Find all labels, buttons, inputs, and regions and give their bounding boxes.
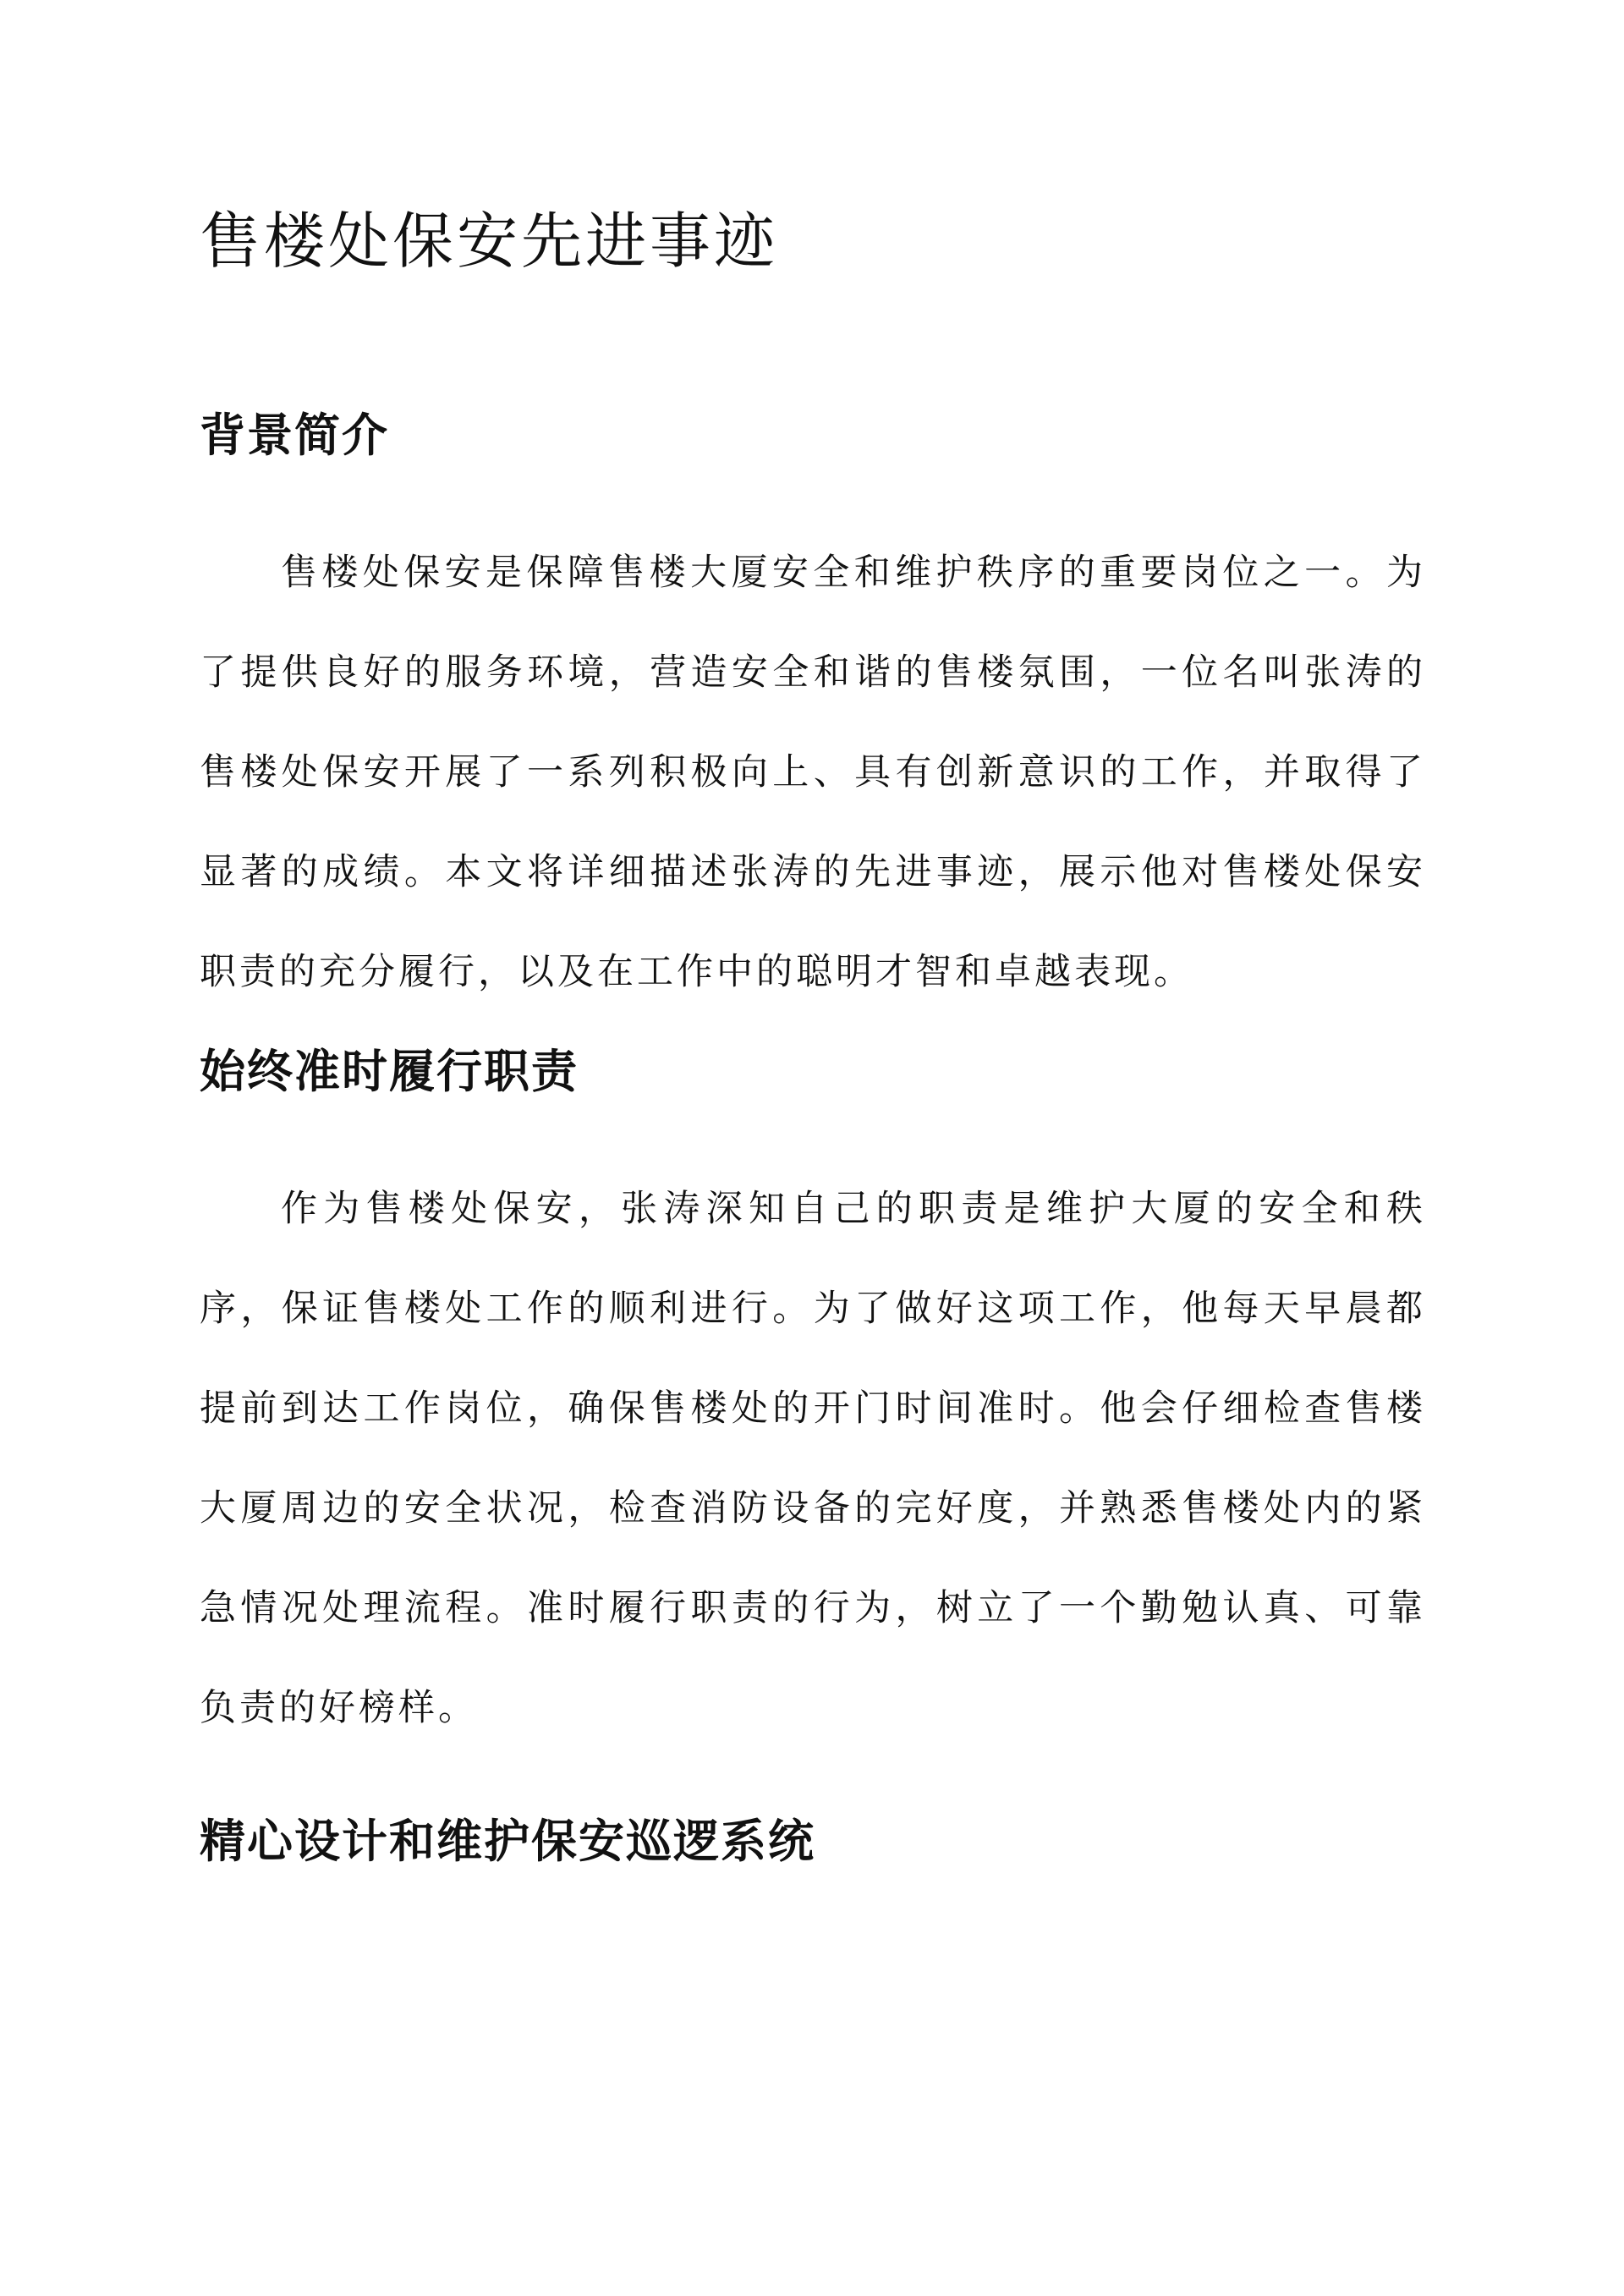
section-paragraph: 售楼处保安是保障售楼大厦安全和维护秩序的重要岗位之一。为了提供良好的服务环境，营造安全和谐的售楼氛围，一位名叫张涛的售楼处保安开展了一系列积极向上、具有创新意识的工作，并取得了显著的成绩。本文将详细描述张涛的先进事迹，展示他对售楼处保安职责的充分履行，以及在工作中的聪明才智和卓越表现。 xyxy=(200,552,1426,993)
section-patrol-system xyxy=(200,1807,1426,1875)
section-on-time-duty xyxy=(200,1037,1426,1758)
section-background xyxy=(200,401,1426,1022)
section-heading: 背景简介 xyxy=(200,408,389,462)
document-body xyxy=(200,195,1426,1875)
section-paragraph: 作为售楼处保安，张涛深知自己的职责是维护大厦的安全和秩序，保证售楼处工作的顺利进行。为了做好这项工作，他每天早晨都提前到达工作岗位，确保售楼处的开门时间准时。他会仔细检查售楼大厦周边的安全状况，检查消防设备的完好度，并熟悉售楼处内的紧急情况处理流程。准时履行职责的行为，树立了一个勤勉认真、可靠负责的好榜样。 xyxy=(200,1188,1426,1729)
section-heading: 始终准时履行职责 xyxy=(200,1044,579,1098)
document-title: 售楼处保安先进事迹 xyxy=(200,206,779,277)
section-heading: 精心设计和维护保安巡逻系统 xyxy=(200,1814,815,1868)
